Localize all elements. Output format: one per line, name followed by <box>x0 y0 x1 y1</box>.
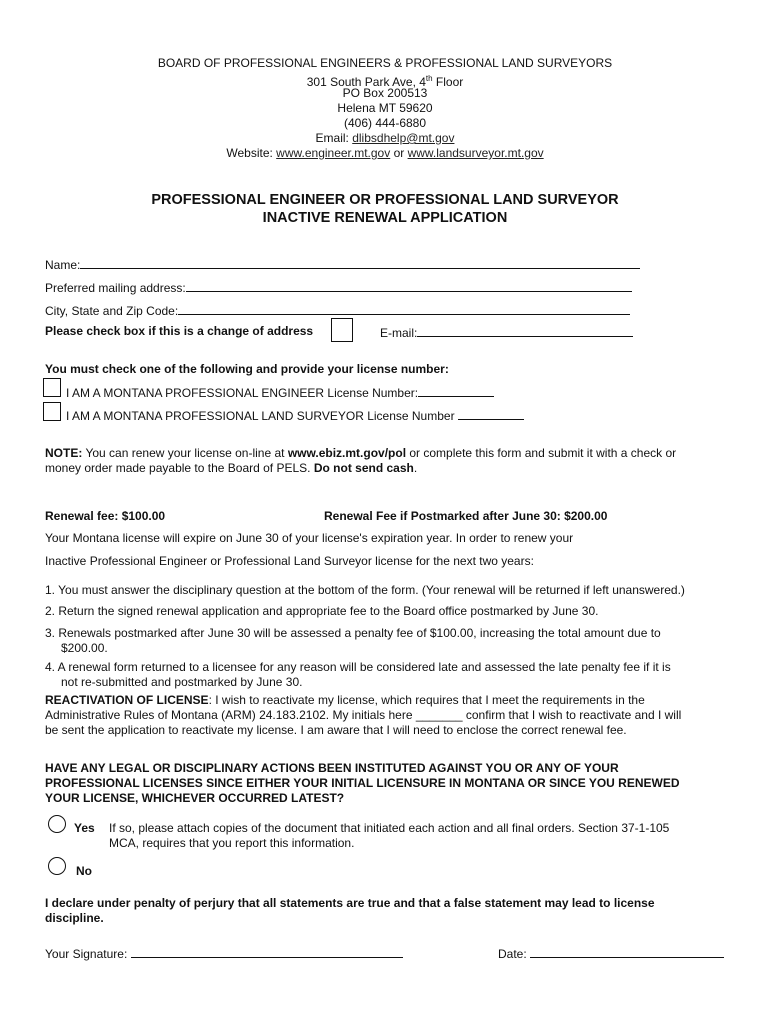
renewal-fee: Renewal fee: $100.00 <box>45 509 166 523</box>
date-field[interactable] <box>530 945 724 958</box>
yes-label: Yes <box>74 821 95 835</box>
change-of-address-label: Please check box if this is a change of address <box>45 324 314 338</box>
board-address: 301 South Park Ave, 4th Floor <box>306 74 464 89</box>
email-field-row <box>380 324 633 340</box>
step-1: 1. You must answer the disciplinary question at the bottom of the form. (Your renewal will be returned if left unanswered.) <box>45 583 685 597</box>
mailing-field-row <box>45 279 632 295</box>
name-field-row <box>45 256 640 272</box>
question-line1: HAVE ANY LEGAL OR DISCIPLINARY ACTIONS BEEN INSTITUTED AGAINST YOU OR ANY OF YOUR <box>45 761 619 775</box>
board-city: Helena MT 59620 <box>337 101 433 115</box>
form-title-line1: PROFESSIONAL ENGINEER OR PROFESSIONAL LAND SURVEYOR <box>151 192 619 208</box>
note-line1: NOTE: You can renew your license on-line at www.ebiz.mt.gov/pol or complete this form and submit it with a check or <box>45 446 677 460</box>
city-state-zip-field[interactable] <box>178 302 630 315</box>
expiration-text-line2: Inactive Professional Engineer or Professional Land Surveyor license for the next two years: <box>45 554 534 568</box>
step-4: 4. A renewal form returned to a licensee for any reason will be considered late and assessed the late penalty fee if it is <box>45 660 671 674</box>
engineer-checkbox[interactable] <box>43 378 61 397</box>
engineer-label: I AM A MONTANA PROFESSIONAL ENGINEER License Number: <box>66 386 419 400</box>
surveyor-license-number-field[interactable] <box>458 407 524 420</box>
step-2: 2. Return the signed renewal application and appropriate fee to the Board office postmarked by June 30. <box>45 604 599 618</box>
surveyor-website-link[interactable]: www.landsurveyor.mt.gov <box>407 146 544 160</box>
board-po-box: PO Box 200513 <box>342 86 428 100</box>
name-label: Name: <box>45 258 81 272</box>
surveyor-row <box>66 407 524 423</box>
signature-label: Your Signature: <box>45 947 131 961</box>
expiration-text-line1: Your Montana license will expire on June 30 of your license's expiration year. In order to renew your <box>45 531 574 545</box>
step-4-continued: not re-submitted and postmarked by June 30. <box>61 675 303 689</box>
mailing-address-label: Preferred mailing address: <box>45 281 186 295</box>
step-3-continued: $200.00. <box>61 641 108 655</box>
engineer-row <box>66 384 494 400</box>
email-link[interactable]: dlibsdhelp@mt.gov <box>352 131 455 145</box>
question-line2: PROFESSIONAL LICENSES SINCE EITHER YOUR INITIAL LICENSURE IN MONTANA OR SINCE YOU RENEWED <box>45 776 680 790</box>
declaration-line1: I declare under penalty of perjury that all statements are true and that a false statement may lead to license <box>45 896 655 910</box>
city-state-zip-label: City, State and Zip Code: <box>45 304 179 318</box>
online-renewal-url: www.ebiz.mt.gov/pol <box>287 446 407 460</box>
date-label: Date: <box>498 947 531 961</box>
question-line3: YOUR LICENSE, WHICHEVER OCCURRED LATEST? <box>45 791 345 805</box>
board-name: BOARD OF PROFESSIONAL ENGINEERS & PROFESSIONAL LAND SURVEYORS <box>157 56 613 70</box>
signature-field[interactable] <box>131 945 403 958</box>
reactivation-line1: REACTIVATION OF LICENSE: I wish to reactivate my license, which requires that I meet the requirements in the <box>45 693 645 707</box>
form-title-line2: INACTIVE RENEWAL APPLICATION <box>262 210 508 226</box>
board-website: Website: www.engineer.mt.gov or www.landsurveyor.mt.gov <box>226 146 544 160</box>
signature-row <box>45 945 403 961</box>
declaration-line2: discipline. <box>45 911 104 925</box>
reactivation-line3: be sent the application to reactivate my license. I am aware that I will need to enclose the correct renewal fee. <box>45 723 627 737</box>
board-phone: (406) 444-6880 <box>343 116 427 130</box>
yes-instructions-line1: If so, please attach copies of the document that initiated each action and all final orders. Section 37-1-105 <box>109 821 670 835</box>
city-field-row <box>45 302 630 318</box>
email-field[interactable] <box>417 324 633 337</box>
date-row <box>498 945 724 961</box>
no-label: No <box>76 864 92 878</box>
late-renewal-fee: Renewal Fee if Postmarked after June 30: $200.00 <box>324 509 608 523</box>
step-3: 3. Renewals postmarked after June 30 will be assessed a penalty fee of $100.00, increasing the total amount due to <box>45 626 661 640</box>
engineer-license-number-field[interactable] <box>418 384 494 397</box>
engineer-website-link[interactable]: www.engineer.mt.gov <box>276 146 391 160</box>
no-radio[interactable] <box>48 857 66 875</box>
mailing-address-field[interactable] <box>186 279 632 292</box>
board-email: Email: dlibsdhelp@mt.gov <box>315 131 455 145</box>
surveyor-label: I AM A MONTANA PROFESSIONAL LAND SURVEYOR License Number <box>66 409 455 423</box>
yes-radio[interactable] <box>48 815 66 833</box>
change-of-address-checkbox[interactable] <box>331 318 353 342</box>
surveyor-checkbox[interactable] <box>43 402 61 421</box>
email-label: E-mail: <box>380 326 418 340</box>
name-field[interactable] <box>80 256 640 269</box>
reactivation-line2: Administrative Rules of Montana (ARM) 24.183.2102. My initials here _______ confirm that I wish to reactivate and I will <box>45 708 682 722</box>
note-line2: money order made payable to the Board of PELS. Do not send cash. <box>45 461 418 475</box>
yes-instructions-line2: MCA, requires that you report this information. <box>109 836 355 850</box>
license-heading: You must check one of the following and provide your license number: <box>45 362 449 376</box>
